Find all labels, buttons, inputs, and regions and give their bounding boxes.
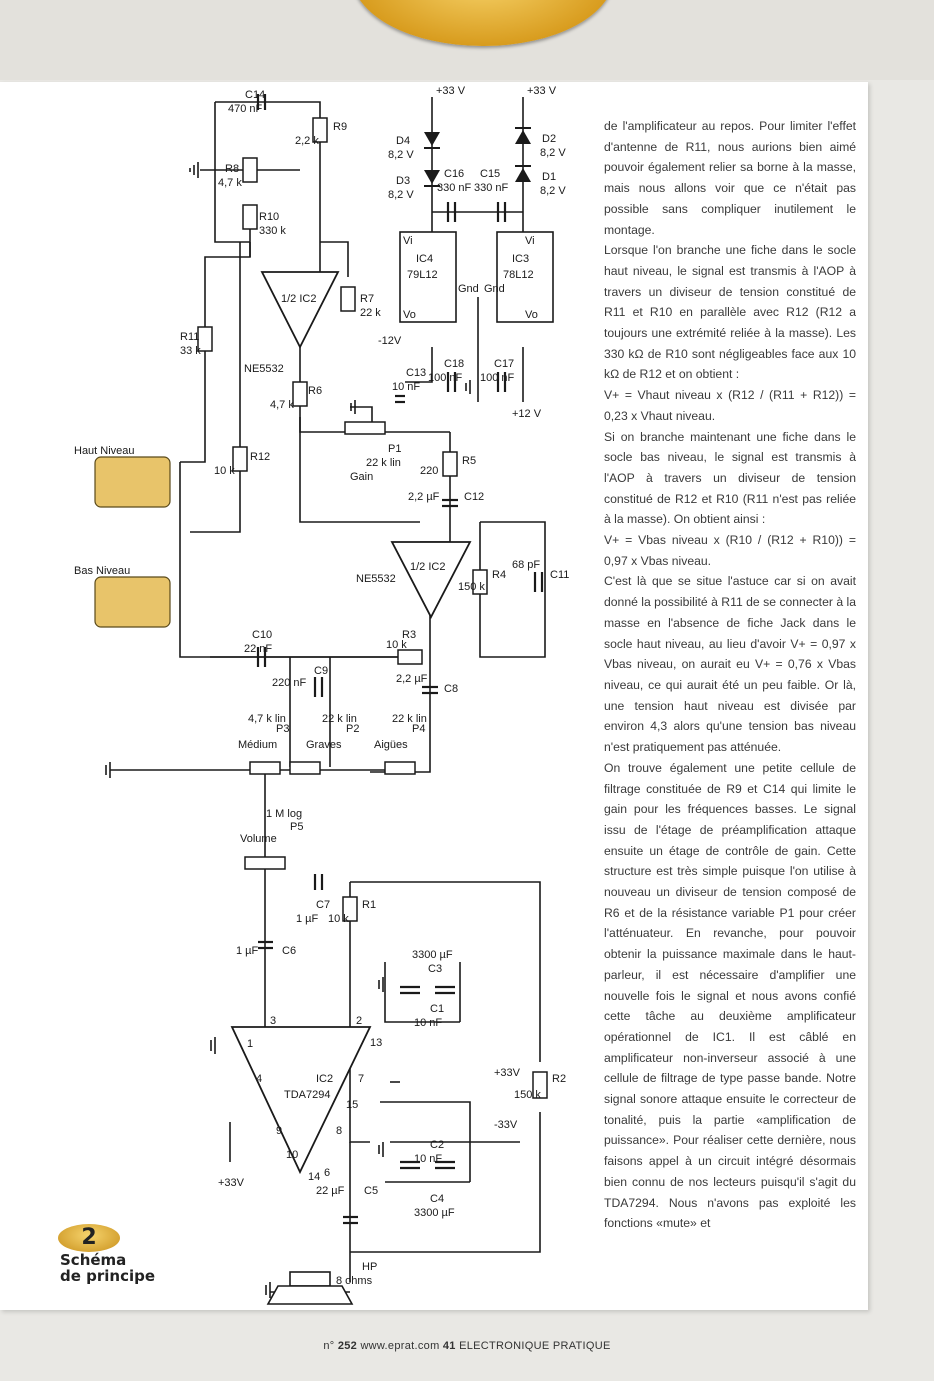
label-d1-value: 8,2 V <box>540 185 566 197</box>
opamp-ic2b-symbol <box>392 542 470 617</box>
label-ic4-gnd: Gnd <box>458 283 479 295</box>
label-minus12v: -12V <box>378 335 402 347</box>
label-c16: C16 <box>444 168 465 180</box>
label-pin9: 9 <box>276 1125 283 1137</box>
label-r5-value: 220 <box>420 465 439 477</box>
label-pin1: 1 <box>247 1038 254 1050</box>
label-pin15: 15 <box>346 1099 359 1111</box>
label-ic4-ref: 79L12 <box>407 269 438 281</box>
label-pin10: 10 <box>286 1149 299 1161</box>
label-r7: R7 <box>360 293 375 305</box>
label-r2-value: 150 k <box>514 1089 541 1101</box>
label-p5-value: 1 M log <box>266 808 303 820</box>
footer-site: www.eprat.com <box>360 1340 440 1352</box>
label-c18-value: 100 nF <box>428 372 463 384</box>
label-ic4-vo: Vo <box>403 309 416 321</box>
label-r8: R8 <box>225 163 240 175</box>
label-plus33-left: +33 V <box>436 85 466 97</box>
label-p4-value: 22 k lin <box>392 713 427 725</box>
label-c1: C1 <box>430 1003 445 1015</box>
label-pin2: 2 <box>356 1015 363 1027</box>
label-r4: R4 <box>492 569 507 581</box>
label-c2-value: 10 nF <box>414 1153 443 1165</box>
label-c17-value: 100 nF <box>480 372 515 384</box>
label-d1: D1 <box>542 171 557 183</box>
footer-issue-number: 252 <box>337 1340 358 1352</box>
label-c7-value: 1 µF <box>296 913 319 925</box>
label-pin4: 4 <box>256 1073 263 1085</box>
label-r4-value: 150 k <box>458 581 485 593</box>
label-ic3-vo: Vo <box>525 309 538 321</box>
label-c18: C18 <box>444 358 465 370</box>
label-c6: C6 <box>282 945 297 957</box>
label-hp-value: 8 ohms <box>336 1275 373 1287</box>
label-c10-value: 22 nF <box>244 643 273 655</box>
label-c10: C10 <box>252 629 273 641</box>
figure-caption-line2: de principe <box>60 1267 156 1285</box>
label-p4: P4 <box>412 723 426 735</box>
label-plus12v: +12 V <box>512 408 542 420</box>
label-pin6: 6 <box>324 1167 331 1179</box>
label-p5: P5 <box>290 821 304 833</box>
label-p3-value: 4,7 k lin <box>248 713 286 725</box>
label-ic4-vi: Vi <box>403 235 413 247</box>
label-bas-niveau: Bas Niveau <box>74 565 131 577</box>
label-p1-name: Gain <box>350 471 374 483</box>
article-paragraph: de l'amplificateur au repos. Pour limiter l'effet d'antenne de R11, nous aurions bien aimé pouvoir également relier sa borne à la masse, mais nous allons voir que ce n'était pas possible sans compliquer inutilement le montage. <box>604 119 856 237</box>
label-r3: R3 <box>402 629 417 641</box>
label-c3: C3 <box>428 963 443 975</box>
label-pin13: 13 <box>370 1037 383 1049</box>
label-p5-name: Volume <box>240 833 277 845</box>
figure-caption <box>60 1252 155 1284</box>
label-hp: HP <box>362 1261 378 1273</box>
label-tda7294: TDA7294 <box>284 1089 331 1101</box>
label-p3: P3 <box>276 723 290 735</box>
label-r7-value: 22 k <box>360 307 381 319</box>
label-minus33: -33V <box>494 1119 518 1131</box>
label-c14-value: 470 nF <box>228 103 263 115</box>
diode-symbols <box>424 127 531 187</box>
article-text <box>604 116 856 1234</box>
label-ic2b: 1/2 IC2 <box>410 561 446 573</box>
figure-number-badge: 2 <box>58 1224 120 1252</box>
article-paragraph: C'est là que se situe l'astuce car si on avait donné la possibilité à R11 de se connecter à la masse en l'absence de fiche Jack dans le socle haut niveau, au lieu d'avoir V+ = 0,97 x Vbas niveau, on aurait eu V+ = 0,76 x Vbas niveau, ce qui aurait été un peu faible. Or là, une tension haut niveau est divisée par environ 4,3 alors qu'une tension bas niveau n'est pratiquement pas atténuée. <box>604 574 856 755</box>
label-c9-value: 220 nF <box>272 677 307 689</box>
article-formula: V+ = Vhaut niveau x (R12 / (R11 + R12)) = 0,23 x Vhaut niveau. <box>604 388 856 423</box>
label-ic3-gnd: Gnd <box>484 283 505 295</box>
article-paragraph: On trouve également une petite cellule de filtrage constituée de R9 et C14 qui limite le gain pour les fréquences basses. Le signal issu de l'étage de préamplification attaque ensuite un étage de contrôle de gain. Cette structure est très simple puisque l'on utilise à nouveau un diviseur de tension composé de R6 et de la résistance variable P1 pour créer l'atténuateur. En revanche, pour pouvoir obtenir la puissance maximale dans le haut-parleur, il est nécessaire d'amplifier une nouvelle fois le signal et nous avons confié cette tâche au deuxième amplificateur opérationnel de IC1. Il est câblé en amplificateur non-inverseur associé à une cellule de filtrage de type passe bande. Notre signal sonore attaque ensuite le correcteur de tonalité, puis la partie «amplification de puissance». Pour réaliser cette dernière, nous faisons appel à un circuit intégré désormais bien connu de nos lecteurs puisqu'il s'agit du TDA7294. Nous n'avons pas exploité les fonctions «mute» et <box>604 760 856 1231</box>
label-r3-value: 10 k <box>386 639 407 651</box>
label-ic3-ref: 78L12 <box>503 269 534 281</box>
label-pin14: 14 <box>308 1171 321 1183</box>
label-p2-name: Graves <box>306 739 342 751</box>
label-c13: C13 <box>406 367 427 379</box>
label-p1-value: 22 k lin <box>366 457 401 469</box>
label-r6: R6 <box>308 385 323 397</box>
label-d2: D2 <box>542 133 557 145</box>
page-footer <box>0 1340 934 1352</box>
label-r10: R10 <box>259 211 280 223</box>
label-ic2a: 1/2 IC2 <box>281 293 317 305</box>
label-c13-value: 10 nF <box>392 381 421 393</box>
label-r1: R1 <box>362 899 377 911</box>
footer-page-number: 41 <box>442 1340 456 1352</box>
article-paragraph: Si on branche maintenant une fiche dans le socle bas niveau, le signal est transmis à l'AOP à travers un diviseur de tension constitué de R12 et R10 (R11 n'est pas reliée à la masse). On obtient ainsi : <box>604 429 856 527</box>
label-c9: C9 <box>314 665 329 677</box>
label-r9-value: 2,2 k <box>295 135 319 147</box>
label-c16-value: 330 nF <box>437 182 472 194</box>
label-d2-value: 8,2 V <box>540 147 566 159</box>
label-c4-value: 3300 µF <box>414 1207 455 1219</box>
label-p2: P2 <box>346 723 360 735</box>
label-ic3-vi: Vi <box>525 235 535 247</box>
label-c15: C15 <box>480 168 501 180</box>
label-p3-name: Médium <box>238 739 278 751</box>
label-d3-value: 8,2 V <box>388 189 414 201</box>
label-pin3: 3 <box>270 1015 277 1027</box>
label-c6-value: 1 µF <box>236 945 259 957</box>
label-r9: R9 <box>333 121 348 133</box>
label-c12-value: 2,2 µF <box>408 491 440 503</box>
jack-sockets <box>95 457 170 627</box>
label-d4: D4 <box>396 135 411 147</box>
label-plus33-right: +33 V <box>527 85 557 97</box>
label-c7: C7 <box>316 899 331 911</box>
schematic-diagram <box>0 82 600 1310</box>
label-c17: C17 <box>494 358 515 370</box>
label-p1: P1 <box>388 443 402 455</box>
label-ic4: IC4 <box>416 253 434 265</box>
label-pin7: 7 <box>358 1073 365 1085</box>
footer-issue-prefix: n° <box>323 1340 335 1352</box>
label-c12: C12 <box>464 491 485 503</box>
label-c5: C5 <box>364 1185 379 1197</box>
label-c3-value: 3300 µF <box>412 949 453 961</box>
label-ne5532b: NE5532 <box>356 573 396 585</box>
label-d3: D3 <box>396 175 411 187</box>
label-c11: C11 <box>550 569 570 581</box>
figure-caption-line1: Schéma <box>60 1251 127 1269</box>
label-pin8: 8 <box>336 1125 343 1137</box>
label-c4: C4 <box>430 1193 445 1205</box>
label-r11-value: 33 k <box>180 345 201 357</box>
label-r12: R12 <box>250 451 271 463</box>
label-c8: C8 <box>444 683 459 695</box>
label-c2: C2 <box>430 1139 445 1151</box>
label-c15-value: 330 nF <box>474 182 509 194</box>
label-c5-value: 22 µF <box>316 1185 345 1197</box>
label-ic3: IC3 <box>512 253 530 265</box>
article-paragraph: Lorsque l'on branche une fiche dans le socle haut niveau, le signal est transmis à l'AOP à travers un diviseur de tension constitué de R11 et R10 en parallèle avec R12 (R12 a toujours une extrémité reliée à la masse). Les 330 kΩ de R10 sont négligeables face aux 10 kΩ de R12 et on obtient : <box>604 243 856 382</box>
label-c11-value: 68 pF <box>512 559 541 571</box>
label-ic2c: IC2 <box>316 1073 334 1085</box>
opamp-ic2a-symbol <box>262 272 338 347</box>
label-p4-name: Aigües <box>374 739 408 751</box>
label-r12-value: 10 k <box>214 465 235 477</box>
label-c8-value: 2,2 µF <box>396 673 428 685</box>
label-r1-value: 10 k <box>328 913 349 925</box>
label-haut-niveau: Haut Niveau <box>74 445 135 457</box>
label-r5: R5 <box>462 455 477 467</box>
label-c1-value: 10 nF <box>414 1017 443 1029</box>
label-r11: R11 <box>180 331 200 343</box>
label-r10-value: 330 k <box>259 225 286 237</box>
label-r2: R2 <box>552 1073 567 1085</box>
label-d4-value: 8,2 V <box>388 149 414 161</box>
label-plus33-pin7: +33V <box>494 1067 520 1079</box>
label-r8-value: 4,7 k <box>218 177 242 189</box>
footer-magazine: ELECTRONIQUE PRATIQUE <box>459 1340 611 1352</box>
label-ne5532a: NE5532 <box>244 363 284 375</box>
label-p2-value: 22 k lin <box>322 713 357 725</box>
label-c14: C14 <box>245 89 266 101</box>
label-r6-value: 4,7 k <box>270 399 294 411</box>
label-plus33-pin9: +33V <box>218 1177 244 1189</box>
article-formula: V+ = Vbas niveau x (R10 / (R12 + R10)) = 0,97 x Vbas niveau. <box>604 533 856 568</box>
